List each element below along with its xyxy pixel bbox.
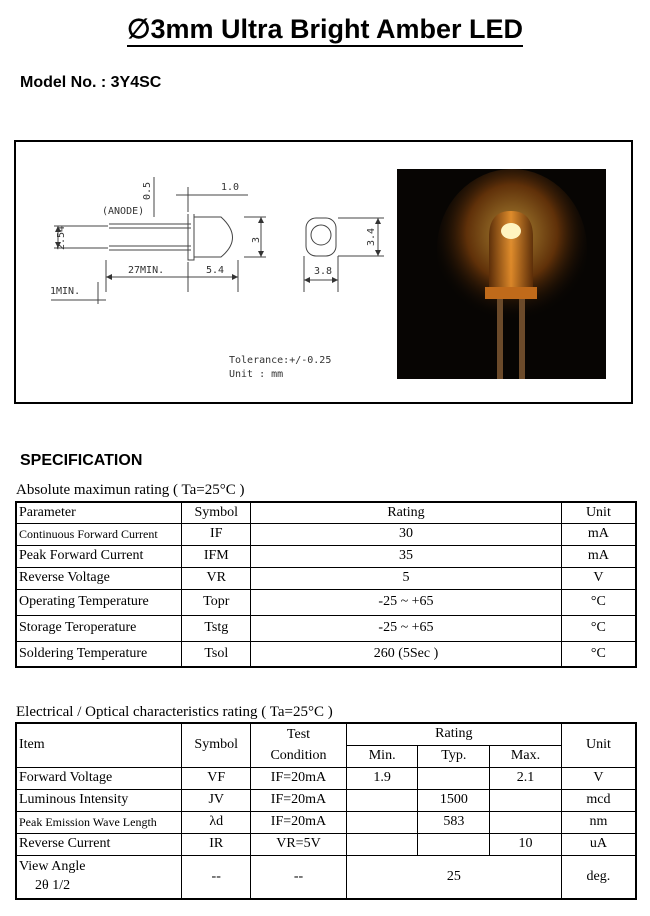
symbol-cell: VR	[182, 567, 251, 589]
table-row	[16, 567, 636, 589]
min-cell	[346, 833, 418, 855]
symbol-cell: IF	[182, 523, 251, 545]
param-cell: Continuous Forward Current	[16, 523, 182, 545]
header-symbol: Symbol	[182, 723, 251, 767]
amber-led-image	[397, 169, 606, 379]
header-min: Min.	[346, 745, 418, 767]
param-cell: Operating Temperature	[16, 589, 182, 615]
table-row	[16, 855, 636, 899]
tolerance-note: Tolerance:+/-0.25	[229, 355, 332, 366]
unit-note: Unit : mm	[229, 369, 284, 380]
typ-cell	[418, 833, 490, 855]
table-row	[16, 641, 636, 667]
unit-cell: °C	[561, 641, 636, 667]
anode-label: (ANODE)	[102, 206, 145, 217]
table-row	[16, 589, 636, 615]
unit-cell: deg.	[561, 855, 636, 899]
unit-cell: uA	[561, 833, 636, 855]
rating-cell: 30	[251, 523, 562, 545]
unit-cell: °C	[561, 615, 636, 641]
header-unit: Unit	[561, 723, 636, 767]
table-row	[16, 615, 636, 641]
condition-cell: IF=20mA	[251, 789, 347, 811]
specification-heading: SPECIFICATION	[20, 452, 143, 469]
condition-cell: IF=20mA	[251, 767, 347, 789]
condition-cell: IF=20mA	[251, 811, 347, 833]
header-max: Max.	[490, 745, 562, 767]
rating-cell: -25 ~ +65	[251, 589, 562, 615]
param-cell: Storage Teroperature	[16, 615, 182, 641]
absolute-caption: Absolute maximun rating ( Ta=25°C )	[16, 482, 245, 498]
dim-27min: 27MIN.	[128, 265, 165, 276]
unit-cell: nm	[561, 811, 636, 833]
rating-cell: 5	[251, 567, 562, 589]
table-row	[16, 833, 636, 855]
item-cell	[16, 855, 182, 899]
led-photo	[397, 169, 606, 379]
dim-2-54: 2.54	[56, 225, 67, 250]
param-cell: Soldering Temperature	[16, 641, 182, 667]
rating-cell: 35	[251, 545, 562, 567]
symbol-cell: IFM	[182, 545, 251, 567]
item-cell: Forward Voltage	[16, 767, 182, 789]
unit-cell: V	[561, 567, 636, 589]
view-angle-symbol-label: 2θ 1/2	[35, 877, 71, 893]
drawing-panel	[14, 140, 633, 404]
dim-3-4: 3.4	[366, 227, 377, 246]
dim-0-5: 0.5	[142, 181, 153, 200]
dim-1-0: 1.0	[221, 182, 240, 193]
unit-cell: °C	[561, 589, 636, 615]
absolute-rating-table	[15, 501, 637, 668]
dim-5-4: 5.4	[206, 265, 225, 276]
header-rating: Rating	[251, 502, 562, 523]
unit-cell: mA	[561, 545, 636, 567]
min-cell	[346, 811, 418, 833]
typ-cell: 583	[418, 811, 490, 833]
symbol-cell: --	[182, 855, 251, 899]
header-rating: Rating	[346, 723, 561, 745]
dim-1min: 1MIN.	[50, 286, 81, 297]
typ-cell	[418, 767, 490, 789]
header-unit: Unit	[561, 502, 636, 523]
dimension-drawing	[16, 142, 396, 402]
symbol-cell: IR	[182, 833, 251, 855]
symbol-cell: JV	[182, 789, 251, 811]
symbol-cell: Tsol	[182, 641, 251, 667]
rating-cell: 260 (5Sec )	[251, 641, 562, 667]
electrical-caption: Electrical / Optical characteristics rating ( Ta=25°C )	[16, 704, 333, 720]
max-cell	[490, 811, 562, 833]
header-typ: Typ.	[418, 745, 490, 767]
table-row	[16, 789, 636, 811]
min-cell: 1.9	[346, 767, 418, 789]
unit-cell: mA	[561, 523, 636, 545]
max-cell: 10	[490, 833, 562, 855]
item-cell: Luminous Intensity	[16, 789, 182, 811]
max-cell: 2.1	[490, 767, 562, 789]
unit-cell: mcd	[561, 789, 636, 811]
table-row	[16, 523, 636, 545]
item-cell: Peak Emission Wave Length	[16, 811, 182, 833]
table-header-row	[16, 723, 636, 745]
rating-cell: -25 ~ +65	[251, 615, 562, 641]
condition-cell: VR=5V	[251, 833, 347, 855]
header-test: Test	[251, 723, 347, 745]
typ-cell: 1500	[418, 789, 490, 811]
header-parameter: Parameter	[16, 502, 182, 523]
condition-cell: --	[251, 855, 347, 899]
unit-cell: V	[561, 767, 636, 789]
dim-3-8: 3.8	[314, 266, 333, 277]
document-title: ∅3mm Ultra Bright Amber LED	[0, 14, 650, 45]
header-condition: Condition	[251, 745, 347, 767]
dim-3: 3	[251, 236, 262, 243]
model-number: Model No. : 3Y4SC	[20, 74, 162, 91]
symbol-cell: VF	[182, 767, 251, 789]
header-item: Item	[16, 723, 182, 767]
param-cell: Reverse Voltage	[16, 567, 182, 589]
table-row	[16, 767, 636, 789]
max-cell	[490, 789, 562, 811]
view-angle-label: View Angle	[19, 858, 86, 874]
header-symbol: Symbol	[182, 502, 251, 523]
table-row	[16, 545, 636, 567]
symbol-cell: λd	[182, 811, 251, 833]
electrical-optical-table	[15, 722, 637, 900]
table-row	[16, 811, 636, 833]
typ-cell: 25	[346, 855, 561, 899]
item-cell: Reverse Current	[16, 833, 182, 855]
param-cell: Peak Forward Current	[16, 545, 182, 567]
symbol-cell: Tstg	[182, 615, 251, 641]
min-cell	[346, 789, 418, 811]
table-header-row	[16, 502, 636, 523]
symbol-cell: Topr	[182, 589, 251, 615]
